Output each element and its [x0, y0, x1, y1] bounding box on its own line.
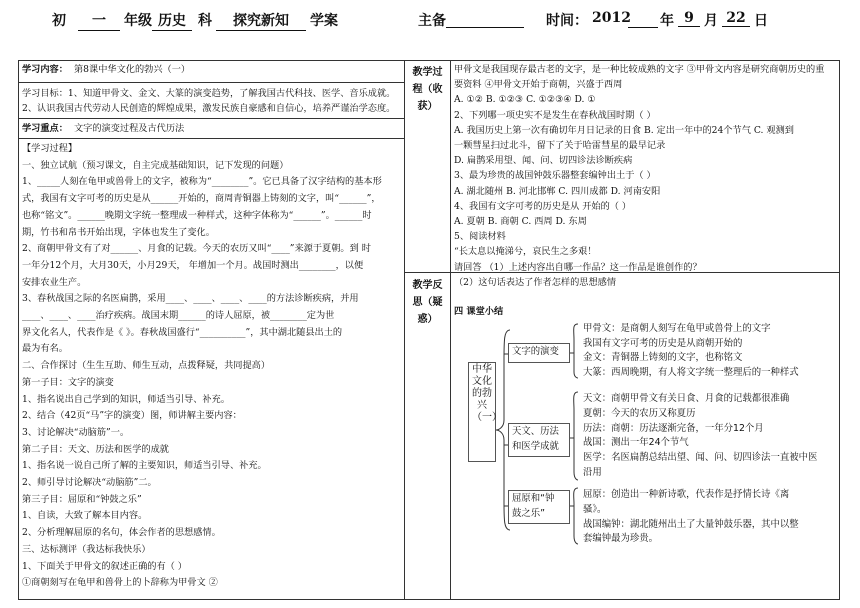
header-zhubei-value: [446, 10, 524, 28]
header-grade-suffix: 年级: [124, 13, 152, 29]
content-value: 第8课中华文化的勃兴（一）: [74, 64, 191, 75]
branch-1-line: 金文：青铜器上铸刻的文字，也称铭文: [583, 352, 743, 363]
mindmap-root: 中华文化的勃兴（一）: [472, 364, 502, 423]
question-line: A. ①② B. ①②③ C. ①②③④ D. ①: [454, 94, 596, 106]
process-line: 1、指名说出自己学到的知识，师适当引导、补充。: [22, 393, 230, 405]
question-line: A. 湖北随州 B. 河北邯郸 C. 四川成都 D. 河南安阳: [454, 185, 661, 197]
header-month: 9: [678, 10, 700, 27]
branch-2-line: 夏朝：今天的农历又称夏历: [583, 407, 696, 419]
question-line: 甲骨文是我国现存最古老的文字，是一种比较成熟的文字 ③甲骨文内容是研究商朝历史的重: [454, 64, 825, 75]
process-line: 安排农业生产。: [22, 276, 87, 288]
header-month-suffix: 月: [704, 13, 718, 29]
process-line: 2、商朝甲骨文有了对______、月食的记载。今天的农历又叫“____”来源于夏朝。到 时: [22, 243, 371, 255]
branch-2-line: 沿用: [583, 467, 602, 478]
process-line: 1、指名说一说自己所了解的主要知识，师适当引导、补充。: [22, 460, 267, 472]
header-xuean: 学案: [310, 13, 338, 29]
branch-2-line: 历法：商朝：历法逐渐完备，一年分12个月: [583, 422, 764, 434]
label1-line: 获）: [417, 101, 438, 112]
process-line: 1、自读，大致了解本目内容。: [22, 510, 148, 522]
focus-label: 学习重点：: [22, 123, 68, 134]
label2-line: 思（疑: [412, 297, 443, 308]
label1-line: 教学过: [412, 67, 443, 78]
process-line: 也称“铭文”。______晚期文字统一整理成一种样式，这种字体称为“______”。______时: [22, 209, 372, 221]
process-line: ①商朝刻写在龟甲和兽骨上的卜辞称为甲骨文 ②: [22, 577, 218, 589]
mindmap-brace-leaves: [570, 320, 582, 590]
branch-2-line: 医学：名医扁鹊总结出望、闻、问、切四诊法一直被中医: [583, 452, 818, 464]
header-mode: 探究新知: [216, 10, 306, 31]
process-line: 3、讨论解决“动脑筋”一。: [22, 426, 130, 438]
header-chu: 初: [52, 13, 66, 29]
label1-line: 程（收: [412, 84, 443, 95]
branch-label-3a: 屈原和“钟: [512, 493, 555, 504]
header-year-blank: [628, 10, 658, 28]
focus-value: 文字的演变过程及古代历法: [74, 123, 185, 134]
branch-2-line: 天文：商朝甲骨文有关日食、月食的记载都很准确: [583, 393, 790, 404]
process-line: 第二子目：天文、历法和医学的成就: [22, 443, 169, 455]
branch-1-line: 大篆：西周晚期，有人将文字统一整理后的一种样式: [583, 366, 799, 378]
question-line: 请回答 （1）上述内容出自哪一作品？这一作品是谁创作的？: [454, 261, 702, 273]
header-ke: 科: [198, 13, 212, 29]
process-line: 式，我国有文字可考的历史是从______开始的，商周青铜器上铸刻的文字，叫“______”，: [22, 193, 381, 205]
branch-2-line: 战国：测出一年24个节气: [583, 437, 689, 449]
row-divider-content: [18, 82, 405, 83]
header-day-suffix: 日: [754, 13, 768, 29]
header-time-label: 时间：: [546, 13, 588, 29]
label-teaching-process: [405, 64, 450, 115]
column-divider-mid: [450, 60, 451, 600]
question-line: 4、我国有文字可考的历史是从 开始的（ ）: [454, 200, 632, 212]
goal-line-2: 2、认识我国古代劳动人民创造的辉煌成果，激发民族自豪感和自信心，培养严谨治学态度。: [22, 103, 396, 114]
process-line: 2、分析理解屈原的名句，体会作者的思想感情。: [22, 527, 221, 539]
branch-3-line: 屈原：创造出一种新诗歌，代表作是抒情长诗《离: [583, 489, 790, 500]
branch-label-2b: 和医学成就: [512, 441, 559, 452]
process-line: 【学习过程】: [22, 143, 78, 154]
header-year: 2012: [592, 10, 631, 26]
question-line: D. 扁鹊采用望、闻、问、切四诊法诊断疾病: [454, 155, 633, 167]
branch-3-line: 骚》。: [583, 503, 607, 515]
branch-3-line: 战国编钟：湖北随州出土了大量钟鼓乐器，其中以整: [583, 518, 799, 530]
process-line: 第一子目：文字的演变: [22, 376, 114, 388]
header-zhubei-label: 主备: [418, 13, 446, 29]
process-line: 最为有名。: [22, 343, 68, 355]
question-line: 2、下列哪一项史实不是发生在春秋战国时期（ ）: [454, 109, 656, 121]
question-line: A. 夏朝 B. 商朝 C. 西周 D. 东周: [454, 216, 587, 227]
label-teaching-reflection: [405, 277, 450, 328]
label2-line: 惑）: [417, 314, 438, 325]
question-line: 3、最为珍贵的战国钟鼓乐器整套编钟出土于（ ）: [454, 170, 656, 182]
header-bar: [40, 10, 840, 34]
question-line: （2）这句话表达了作者怎样的思想感情: [454, 276, 617, 288]
process-line: 2、师引导讨论解决“动脑筋”二。: [22, 477, 157, 488]
process-line: 期，竹书和帛书开始出现，字体也发生了变化。: [22, 226, 215, 238]
process-line: ____、____、____治疗疾病。战国末期______的诗人屈原，被________定为世: [22, 310, 335, 321]
question-line: A. 我国历史上第一次有确切年月日记录的日食 B. 定出一年中的24个节气 C. 观测到: [454, 124, 794, 136]
branch-label-2a: 天文、历法: [512, 426, 559, 437]
branch-1-line: 甲骨文：是商朝人刻写在龟甲或兽骨上的文字: [583, 323, 771, 334]
content-label: 学习内容：: [22, 64, 68, 75]
branch-3-line: 套编钟最为珍贵。: [583, 533, 659, 545]
process-line: 1、_____人刻在龟甲或兽骨上的文字，被称为“________”。它已具备了汉字结构的基本形: [22, 176, 382, 188]
summary-title: 四 课堂小结: [454, 306, 504, 317]
branch-label-1: 文字的演变: [512, 346, 559, 357]
row-divider-goals: [18, 118, 405, 119]
branch-label-3b: 鼓之乐”: [512, 508, 545, 519]
goal-line-1: 学习目标：1、知道甲骨文、金文、大篆的演变趋势，了解我国古代科技、医学、音乐成就。: [22, 88, 396, 99]
process-line: 一年分12个月，大月30天，小月29天， 年增加一个月。战国时测出________，以便: [22, 259, 364, 271]
question-line: “长太息以掩涕兮，哀民生之多艰！: [454, 246, 597, 258]
row-divider-focus: [18, 138, 405, 139]
header-subject: 历史: [152, 10, 192, 31]
question-line: 5、阅读材料: [454, 231, 506, 243]
header-day: 22: [722, 10, 750, 27]
process-line: 2、结合（42页“马”字的演变）图，师讲解主要内容：: [22, 410, 242, 422]
label2-line: 教学反: [412, 280, 443, 291]
process-line: 1、下面关于甲骨文的叙述正确的有（ ）: [22, 560, 187, 572]
header-grade: 一: [78, 10, 120, 31]
process-line: 界文化名人，代表作是《 》。春秋战国盛行“__________”，其中湖北随县出土的: [22, 326, 343, 338]
process-line: 二、合作探讨（生生互助、师生互动，点拨释疑，共同提高）: [22, 360, 271, 372]
process-line: 三、达标测评（我达标我快乐）: [22, 543, 151, 555]
header-year-suffix: 年: [660, 13, 674, 29]
column-divider-left: [404, 60, 405, 600]
branch-1-line: 我国有文字可考的历史是从商朝开始的: [583, 337, 743, 349]
process-line: 3、春秋战国之际的名医扁鹊，采用____、____、____、____的方法诊断疾病，并用: [22, 293, 359, 305]
process-line: 一、独立试航（预习课文，自主完成基础知识，记下发现的问题）: [22, 159, 289, 171]
process-line: 第三子目：屈原和“钟鼓之乐”: [22, 493, 142, 505]
question-line: 一颗彗星扫过北斗，留下了关于哈雷彗星的最早记录: [454, 140, 666, 151]
question-line: 要资料 ④甲骨文开始于商朝，兴盛于西周: [454, 79, 623, 91]
